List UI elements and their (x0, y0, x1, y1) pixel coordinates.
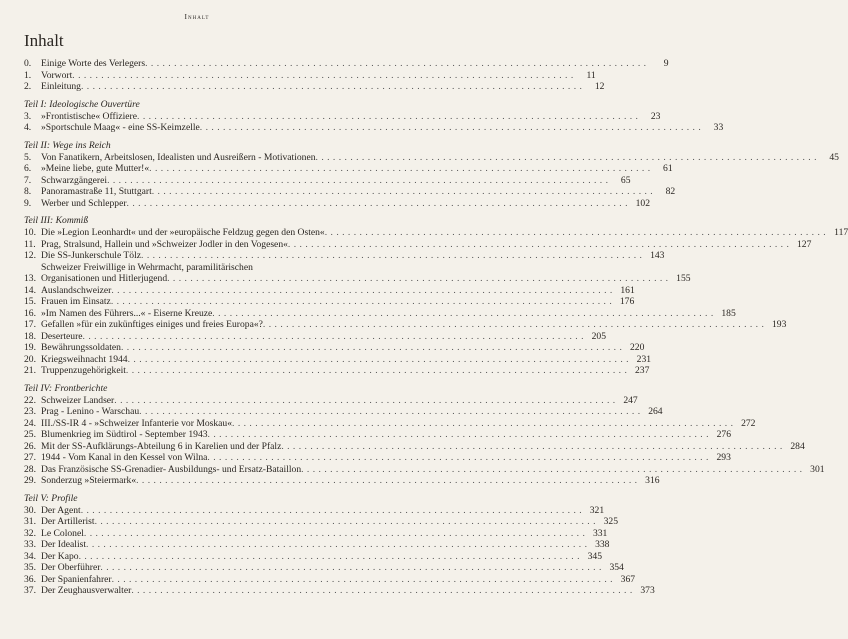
entry-title: Kriegsweihnacht 1944 (41, 353, 128, 365)
toc-entry (24, 516, 618, 528)
dot-leader (100, 562, 601, 574)
entry-title: Blumenkrieg im Südtirol - September 1943 (41, 429, 208, 440)
entry-page-number: 12 (594, 81, 605, 92)
dot-leader (137, 111, 638, 123)
toc-entry (24, 562, 624, 574)
toc-entry (24, 504, 605, 517)
entry-page-number: 220 (629, 342, 645, 353)
entry-title: Le Colonel (41, 527, 84, 539)
entry-number: 32. (24, 527, 36, 539)
entry-number: 28. (24, 463, 36, 475)
entry-page-number: 237 (634, 365, 650, 376)
entry-page-number: 11 (586, 69, 596, 81)
dot-leader (131, 585, 632, 597)
toc-entry (24, 353, 652, 366)
table-of-contents (24, 58, 848, 597)
toc-section (24, 139, 839, 210)
dot-leader (200, 122, 701, 134)
dot-leader (126, 365, 627, 377)
toc-entry (24, 227, 848, 239)
entry-page-number: 193 (771, 319, 787, 330)
toc-entry (24, 151, 839, 164)
entry-page-number: 354 (609, 562, 624, 573)
entry-page-number: 284 (790, 440, 805, 452)
dot-leader (79, 551, 580, 563)
toc-entry (24, 186, 676, 198)
toc-entry (24, 429, 731, 441)
entry-page-number: 316 (645, 475, 660, 486)
toc-entry (24, 406, 663, 418)
entry-page-number: 325 (603, 516, 618, 527)
toc-entry (24, 342, 645, 354)
entry-number: 0. (24, 58, 32, 69)
toc-section (24, 492, 655, 597)
dot-leader (81, 81, 582, 93)
entry-number: 31. (24, 516, 36, 527)
entry-title: Der Artillerist (41, 516, 95, 527)
toc-entry (24, 539, 610, 551)
dot-leader (111, 296, 612, 308)
section-title: Teil II: Wege ins Reich (24, 139, 111, 151)
entry-page-number: 45 (829, 151, 839, 163)
toc-entry (24, 122, 724, 134)
entry-title: Truppenzugehörigkeit (41, 365, 126, 376)
entry-page-number: 276 (716, 429, 731, 440)
toc-entry (24, 58, 669, 70)
entry-number: 36. (24, 573, 36, 585)
dot-leader (114, 395, 615, 407)
entry-page-number: 161 (620, 284, 635, 296)
entry-page-number: 155 (676, 273, 691, 284)
entry-number: 11. (24, 238, 36, 250)
entry-number: 7. (24, 174, 32, 186)
entry-number: 21. (24, 365, 36, 376)
toc-entry (24, 527, 608, 540)
entry-page-number: 9 (663, 58, 669, 69)
dot-leader (301, 464, 802, 476)
dot-leader (232, 418, 733, 430)
entry-title: Vorwort (41, 69, 73, 81)
toc-entry (24, 81, 605, 93)
entry-title: Bewährungssoldaten (41, 342, 121, 353)
toc-entry (24, 573, 636, 586)
dot-leader (145, 58, 646, 70)
entry-title: Schwarzgängerei (41, 174, 108, 186)
dot-leader (316, 152, 817, 164)
dot-leader (86, 539, 587, 551)
dot-leader (141, 250, 642, 262)
entry-page-number: 321 (589, 504, 605, 516)
toc-section (24, 98, 724, 134)
dot-leader (136, 475, 637, 487)
entry-page-number: 117 (834, 227, 848, 238)
entry-number: 34. (24, 550, 36, 562)
entry-title: Die »Legion Leonhardt« und der »europäische Feldzug gegen den Osten« (41, 227, 325, 238)
page-title: Inhalt (24, 31, 64, 50)
dot-leader (81, 505, 582, 517)
toc-entry (24, 307, 736, 320)
entry-title: Von Fanatikern, Arbeitslosen, Idealisten und Ausreißern - Motivationen (41, 151, 316, 163)
entry-number: 5. (24, 151, 32, 163)
section-title: Teil I: Ideologische Ouvertüre (24, 98, 140, 110)
entry-page-number: 301 (810, 463, 825, 475)
entry-title: »Im Namen des Führers...« - Eiserne Kreuze (41, 307, 213, 319)
dot-leader (149, 163, 650, 175)
entry-page-number: 331 (592, 527, 608, 539)
toc-section (24, 382, 825, 487)
toc-section (24, 215, 848, 377)
entry-number: 17. (24, 319, 36, 330)
toc-entry (24, 475, 660, 487)
entry-title: III./SS-IR 4 - »Schweizer Infanterie vor Moskau« (41, 417, 233, 429)
entry-title: Mit der SS-Aufklärungs-Abteilung 6 in Karelien und der Pfalz (41, 440, 282, 452)
dot-leader (111, 285, 612, 297)
entry-page-number: 264 (648, 406, 663, 417)
dot-leader (72, 70, 573, 82)
entry-number: 15. (24, 296, 36, 307)
entry-title: Der Oberführer (41, 562, 101, 573)
toc-entry (24, 330, 606, 343)
toc-entry (24, 394, 638, 407)
entry-number: 16. (24, 307, 36, 319)
dot-leader (263, 319, 764, 331)
entry-page-number: 345 (587, 550, 602, 562)
dot-leader (128, 354, 629, 366)
toc-entry (24, 319, 787, 331)
entry-page-number: 247 (623, 394, 638, 406)
entry-title: Die SS-Junkerschule Tölz (41, 250, 142, 261)
entry-number: 18. (24, 330, 36, 342)
entry-number: 13. (24, 273, 36, 284)
entry-title: Prag, Stralsund, Hallein und »Schweizer Jodler in den Vogesen« (41, 238, 288, 250)
entry-title: Prag - Lenino - Warschau (41, 406, 140, 417)
section-title: Teil IV: Frontberichte (24, 382, 108, 394)
dot-leader (152, 186, 653, 198)
entry-number: 22. (24, 394, 36, 406)
entry-number: 14. (24, 284, 36, 296)
entry-number: 35. (24, 562, 36, 573)
entry-number: 26. (24, 440, 36, 452)
entry-number: 27. (24, 452, 36, 463)
running-head: Inhalt (184, 12, 210, 21)
dot-leader (288, 239, 789, 251)
entry-number: 9. (24, 197, 32, 209)
toc-entry (24, 174, 631, 187)
dot-leader (127, 198, 628, 210)
entry-page-number: 205 (591, 330, 606, 342)
section-title: Teil III: Kommiß (24, 215, 89, 226)
entry-title: Einige Worte des Verlegers (41, 58, 146, 69)
dot-leader (207, 452, 708, 464)
entry-page-number: 293 (716, 452, 731, 463)
entry-title: »Sportschule Maag« - eine SS-Keimzelle (41, 122, 200, 133)
entry-page-number: 231 (636, 353, 652, 365)
dot-leader (121, 342, 622, 354)
entry-page-number: 33 (713, 122, 724, 133)
dot-leader (84, 528, 585, 540)
entry-page-number: 367 (620, 573, 636, 585)
entry-page-number: 127 (796, 238, 812, 250)
toc-entry (24, 110, 661, 123)
toc-entry (24, 261, 691, 285)
toc-entry (24, 463, 825, 476)
entry-number: 1. (24, 69, 32, 81)
entry-page-number: 373 (640, 585, 655, 596)
entry-page-number: 176 (619, 296, 635, 307)
entry-number: 3. (24, 110, 32, 122)
entry-title: Das Französische SS-Grenadier- Ausbildungs- und Ersatz-Bataillon (41, 463, 302, 475)
entry-number: 37. (24, 585, 36, 596)
dot-leader (107, 175, 608, 187)
entry-number: 24. (24, 417, 36, 429)
section-title: Teil V: Profile (24, 492, 78, 504)
toc-entry (24, 417, 756, 430)
entry-number: 33. (24, 539, 36, 550)
entry-number: 2. (24, 81, 32, 92)
entry-number: 8. (24, 186, 32, 197)
entry-title: Panoramastraße 11, Stuttgart (41, 186, 152, 197)
dot-leader (167, 273, 668, 285)
entry-number: 30. (24, 504, 36, 516)
entry-page-number: 61 (663, 163, 673, 174)
entry-title-continued: Organisationen und Hitlerjugend (41, 273, 168, 284)
entry-title: Einleitung (41, 81, 81, 92)
entry-title: Schweizer Freiwillige in Wehrmacht, paramilitärischen (41, 261, 253, 273)
dot-leader (112, 574, 613, 586)
entry-number: 19. (24, 342, 36, 353)
toc-entry (24, 284, 635, 297)
entry-page-number: 143 (650, 250, 665, 261)
entry-number: 29. (24, 475, 36, 486)
entry-title: Der Kapo (41, 550, 79, 562)
entry-page-number: 23 (650, 110, 661, 122)
toc-entry (24, 585, 655, 597)
entry-title: »Frontistische« Offiziere (41, 110, 138, 122)
entry-number: 12. (24, 250, 36, 261)
toc-entry (24, 550, 602, 563)
entry-title: Deserteure (41, 330, 83, 342)
dot-leader (208, 429, 709, 441)
entry-number: 10. (24, 227, 36, 238)
entry-title: 1944 - Vom Kanal in den Kessel von Wilna (41, 452, 208, 463)
entry-number: 4. (24, 122, 32, 133)
entry-number: 23. (24, 406, 36, 417)
dot-leader (139, 406, 640, 418)
entry-title: Der Idealist (41, 539, 87, 550)
toc-entry (24, 163, 673, 175)
entry-title: Der Spanienfahrer (41, 573, 112, 585)
dot-leader (325, 227, 826, 239)
entry-title: Werber und Schlepper (41, 197, 127, 209)
entry-title: Gefallen »für ein zukünftiges einiges und freies Europa«? (41, 319, 263, 330)
dot-leader (95, 516, 596, 528)
toc-entry (24, 238, 812, 251)
entry-number: 20. (24, 353, 36, 365)
toc-entry (24, 296, 635, 308)
entry-page-number: 82 (665, 186, 676, 197)
toc-entry (24, 452, 731, 464)
entry-page-number: 65 (620, 174, 631, 186)
entry-title: »Meine liebe, gute Mutter!« (41, 163, 150, 174)
toc-entry (24, 250, 665, 262)
entry-page-number: 272 (741, 417, 756, 429)
dot-leader (281, 441, 782, 453)
entry-title: Der Zeughausverwalter (41, 585, 132, 596)
toc-section (24, 58, 669, 93)
dot-leader (83, 331, 584, 343)
toc-entry (24, 440, 805, 453)
entry-number: 25. (24, 429, 36, 440)
entry-page-number: 102 (635, 197, 650, 209)
entry-title: Schweizer Landser (41, 394, 115, 406)
entry-title: Frauen im Einsatz (41, 296, 111, 307)
toc-entry (24, 69, 596, 82)
entry-page-number: 185 (721, 307, 736, 319)
entry-number: 6. (24, 163, 32, 174)
toc-entry (24, 197, 650, 210)
toc-entry (24, 365, 650, 377)
dot-leader (212, 308, 713, 320)
entry-title: Auslandschweizer (41, 284, 112, 296)
entry-page-number: 338 (595, 539, 610, 550)
entry-title: Der Agent (41, 504, 81, 516)
entry-title: Sonderzug »Steiermark« (41, 475, 137, 486)
